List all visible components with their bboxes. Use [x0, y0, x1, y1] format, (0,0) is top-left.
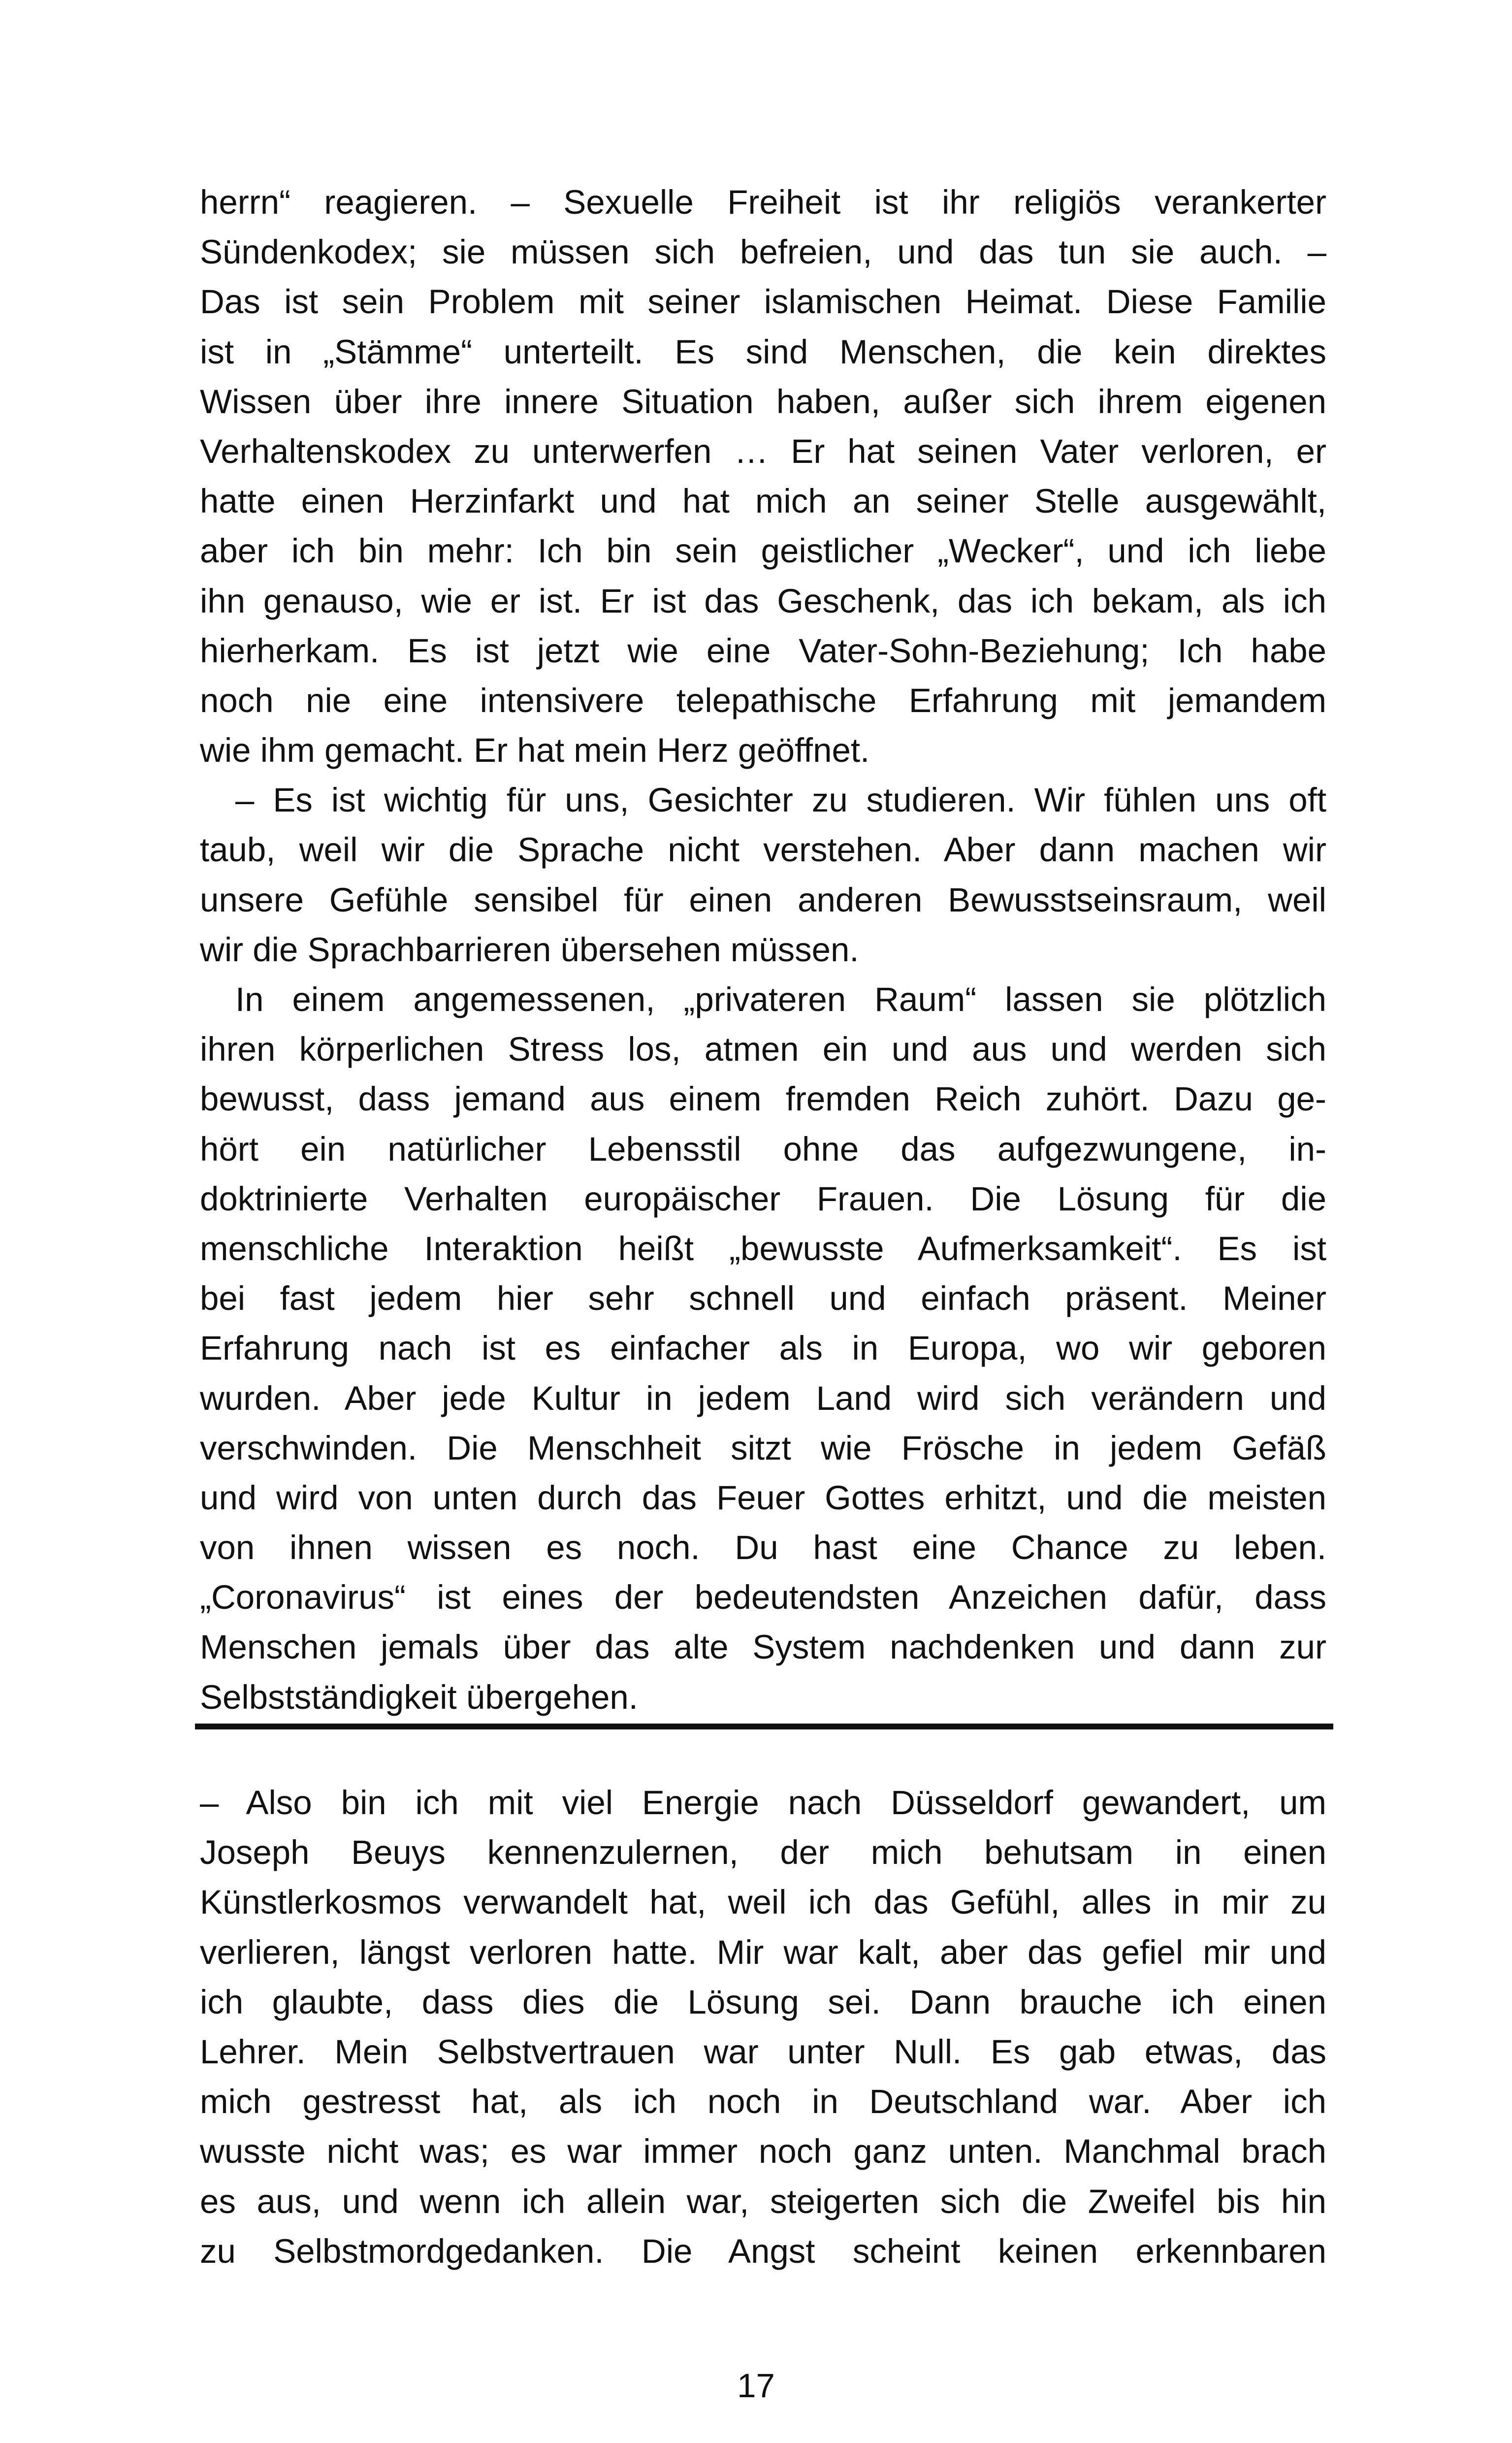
section-divider — [195, 1724, 1333, 1729]
text-line: von ihnen wissen es noch. Du hast eine Chance zu leben. — [200, 1529, 1326, 1567]
text-line: und wird von unten durch das Feuer Gottes erhitzt, und die meisten — [200, 1478, 1326, 1517]
text-line: doktrinierte Verhalten europäischer Frauen. Die Lösung für die — [200, 1179, 1326, 1218]
text-line: wurden. Aber jede Kultur in jedem Land wird sich verändern und — [200, 1379, 1326, 1417]
text-line: Sündenkodex; sie müssen sich befreien, und das tun sie auch. – — [200, 233, 1326, 271]
text-line: zu Selbstmordgedanken. Die Angst scheint keinen erkennbaren — [200, 2232, 1326, 2270]
text-line: Joseph Beuys kennenzulernen, der mich behutsam in einen — [200, 1833, 1326, 1872]
text-line: In einem angemessenen, „privateren Raum“ lassen sie plötzlich — [235, 980, 1326, 1018]
text-line: wir die Sprachbarrieren übersehen müssen. — [200, 930, 859, 969]
text-line: mich gestresst hat, als ich noch in Deutschland war. Aber ich — [200, 2083, 1326, 2121]
text-line: Das ist sein Problem mit seiner islamischen Heimat. Diese Familie — [200, 283, 1326, 321]
text-block-upper — [200, 177, 1326, 1722]
text-line: Selbstständigkeit übergehen. — [200, 1678, 638, 1716]
text-line: ihn genauso, wie er ist. Er ist das Geschenk, das ich bekam, als ich — [200, 582, 1326, 620]
text-line: verlieren, längst verloren hatte. Mir war kalt, aber das gefiel mir und — [200, 1933, 1326, 1971]
text-line: ist in „Stämme“ unterteilt. Es sind Menschen, die kein direktes — [200, 332, 1326, 371]
text-line: bei fast jedem hier sehr schnell und einfach präsent. Meiner — [200, 1279, 1326, 1318]
text-line: Verhaltenskodex zu unterwerfen … Er hat seinen Vater verloren, er — [200, 432, 1326, 470]
text-line: Künstlerkosmos verwandelt hat, weil ich das Gefühl, alles in mir zu — [200, 1883, 1326, 1922]
text-line: ihren körperlichen Stress los, atmen ein und aus und werden sich — [200, 1030, 1326, 1069]
text-line: – Es ist wichtig für uns, Gesichter zu studieren. Wir fühlen uns oft — [235, 781, 1326, 819]
text-line: unsere Gefühle sensibel für einen anderen Bewusstseinsraum, weil — [200, 880, 1326, 919]
text-line: verschwinden. Die Menschheit sitzt wie Frösche in jedem Gefäß — [200, 1429, 1326, 1467]
text-block-lower — [200, 1778, 1326, 2276]
text-line: Lehrer. Mein Selbstvertrauen war unter Null. Es gab etwas, das — [200, 2032, 1326, 2071]
text-line: – Also bin ich mit viel Energie nach Düsseldorf gewandert, um — [200, 1784, 1326, 1822]
text-line: hierherkam. Es ist jetzt wie eine Vater-Sohn-Beziehung; Ich habe — [200, 631, 1326, 670]
text-line: herrn“ reagieren. – Sexuelle Freiheit ist ihr religiös verankerter — [200, 183, 1326, 221]
text-line: wusste nicht was; es war immer noch ganz unten. Manchmal brach — [200, 2132, 1326, 2171]
text-line: hatte einen Herzinfarkt und hat mich an seiner Stelle ausgewählt, — [200, 482, 1326, 521]
text-line: taub, weil wir die Sprache nicht verstehen. Aber dann machen wir — [200, 831, 1326, 869]
text-line: aber ich bin mehr: Ich bin sein geistlicher „Wecker“, und ich liebe — [200, 532, 1326, 570]
text-line: es aus, und wenn ich allein war, steigerten sich die Zweifel bis hin — [200, 2182, 1326, 2220]
text-line: hört ein natürlicher Lebensstil ohne das aufgezwungene, in- — [200, 1130, 1326, 1168]
page-number: 17 — [737, 2367, 775, 2405]
text-line: bewusst, dass jemand aus einem fremden Reich zuhört. Dazu ge- — [200, 1080, 1326, 1118]
text-line: Erfahrung nach ist es einfacher als in Europa, wo wir geboren — [200, 1329, 1326, 1368]
text-line: wie ihm gemacht. Er hat mein Herz geöffnet. — [200, 731, 870, 770]
text-line: „Coronavirus“ ist eines der bedeutendsten Anzeichen dafür, dass — [200, 1578, 1326, 1617]
text-line: menschliche Interaktion heißt „bewusste Aufmerksamkeit“. Es ist — [200, 1229, 1326, 1268]
text-line: Wissen über ihre innere Situation haben, außer sich ihrem eigenen — [200, 382, 1326, 421]
text-line: Menschen jemals über das alte System nachdenken und dann zur — [200, 1628, 1326, 1666]
text-line: ich glaubte, dass dies die Lösung sei. Dann brauche ich einen — [200, 1983, 1326, 2021]
text-line: noch nie eine intensivere telepathische Erfahrung mit jemandem — [200, 681, 1326, 719]
